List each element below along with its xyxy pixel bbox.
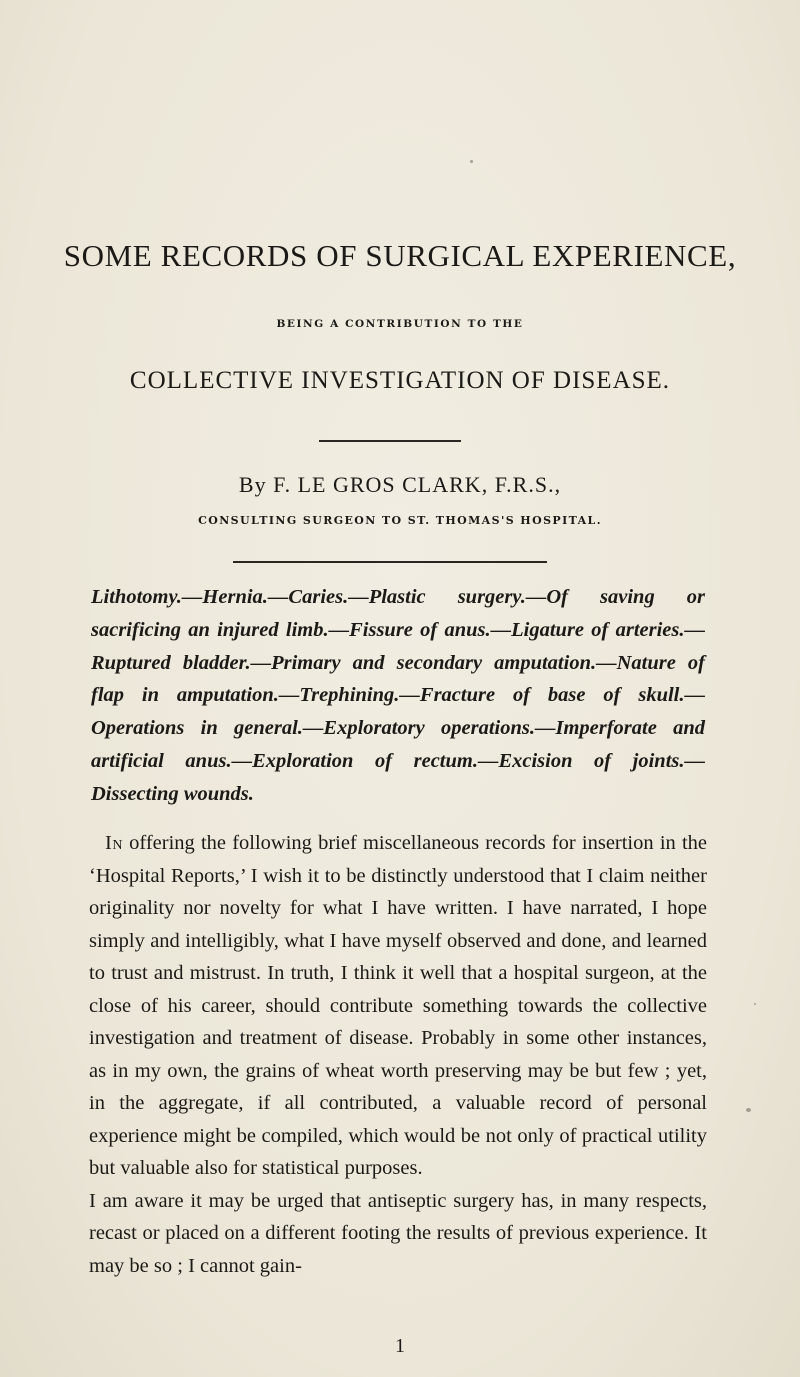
body-paragraph (89, 1185, 707, 1283)
header-divider (233, 561, 547, 563)
author-line: By F. LE GROS CLARK, F.R.S., (238, 472, 562, 497)
ink-speck (746, 1108, 751, 1112)
body-text (89, 827, 707, 1282)
title-divider (319, 440, 461, 442)
article-subtitle-main: COLLECTIVE INVESTIGATION OF DISEASE. (129, 367, 671, 394)
paragraph-text: offering the following brief miscellaneous records for insertion in the ‘Hospital Reports,’ I wish it to be distinctly understood that I claim neither originality nor novelty for what I have written. I have narrated, I hope simply and intelligibly, what I have myself observed and done, and learned to trust and mistrust. In truth, I think it well that a hospital surgeon, at the close of his career, should contribute something towards the collective investigation and treatment of disease. Probably in some other instances, as in my own, the grains of wheat worth preserving may be but few ; yet, in the aggregate, if all contributed, a valuable record of personal experience might be compiled, which would be not only of practical utility but valuable also for statistical purposes. (89, 832, 707, 1179)
paragraph-text: I am aware it may be urged that antiseptic surgery has, in many respects, recast or placed on a different footing the results of previous experience. It may be so ; I cannot gain- (89, 1189, 707, 1277)
ink-speck (470, 160, 473, 163)
article-title: SOME RECORDS OF SURGICAL EXPERIENCE, (63, 238, 737, 273)
contents-summary: Lithotomy.—Hernia.—Caries.—Plastic surgery.—Of saving or sacrificing an injured limb.—Fissure of anus.—Ligature of arteries.—Ruptured bladder.—Primary and secondary amputation.—Nature of flap in amputation.—Trephining.—Fracture of base of skull.—Operations in general.—Exploratory operations.—Imperforate and artificial anus.—Exploration of rectum.—Excision of joints.—Dissecting wounds. (91, 586, 705, 805)
ink-speck (754, 1003, 756, 1005)
article-subtitle: BEING A CONTRIBUTION TO THE (276, 318, 524, 330)
body-paragraph (89, 827, 707, 1185)
paragraph-lead-word: In (105, 832, 123, 854)
page-number: 1 (395, 1335, 405, 1357)
author-affiliation: CONSULTING SURGEON TO ST. THOMAS'S HOSPITAL. (198, 514, 602, 527)
